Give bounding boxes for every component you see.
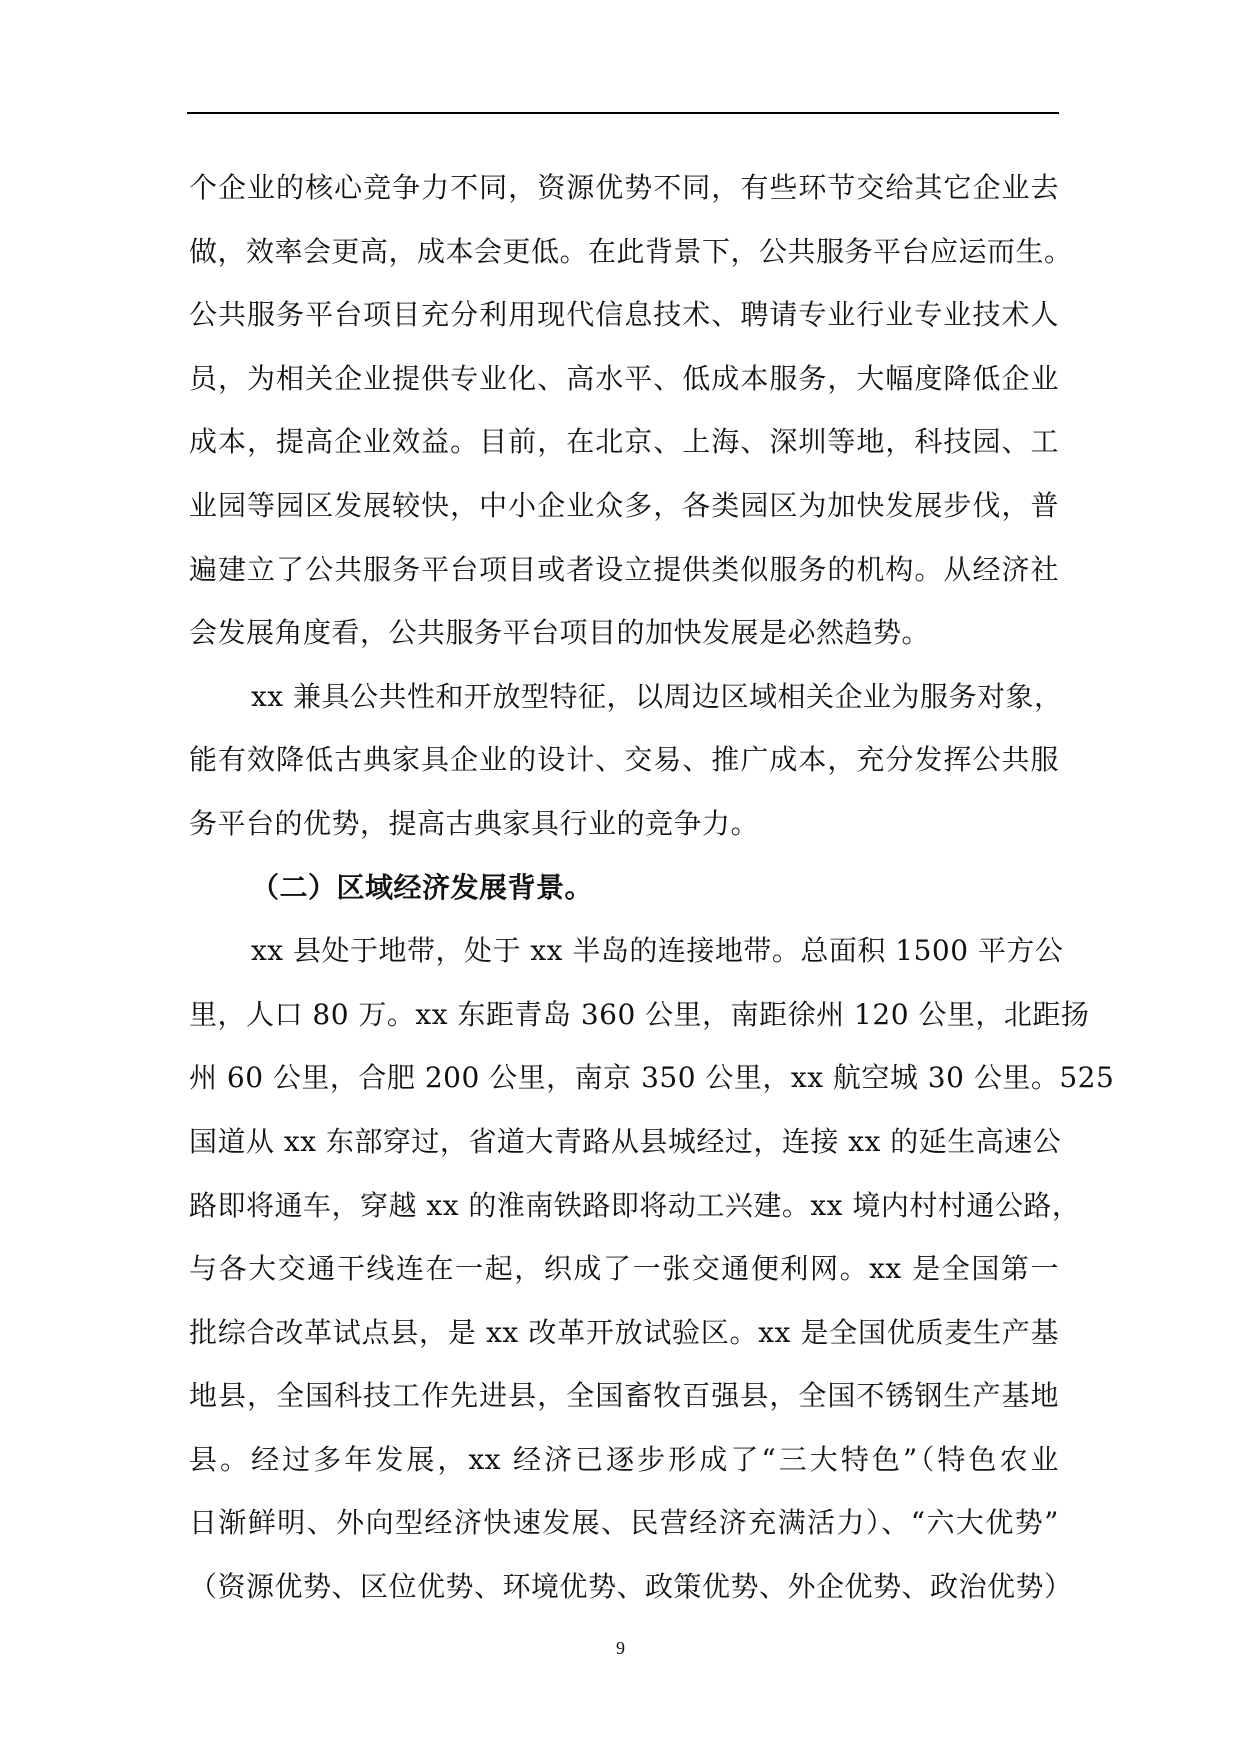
body-line: xx 县处于地带，处于 xx 半岛的连接地带。总面积 1500 平方公: [251, 934, 1064, 968]
body-line: 遍建立了公共服务平台项目或者设立提供类似服务的机构。从经济社: [189, 552, 1059, 586]
body-line: 业园等园区发展较快，中小企业众多，各类园区为加快发展步伐，普: [189, 488, 1059, 522]
body-line: 里，人口 80 万。xx 东距青岛 360 公里，南距徐州 120 公里，北距扬: [189, 997, 1090, 1031]
body-line: 做，效率会更高，成本会更低。在此背景下，公共服务平台应运而生。: [189, 234, 1073, 268]
header-rule: [187, 112, 1059, 114]
body-line: 成本，提高企业效益。目前，在北京、上海、深圳等地，科技园、工: [189, 425, 1059, 459]
body-line: 个企业的核心竞争力不同，资源优势不同，有些环节交给其它企业去: [189, 171, 1059, 204]
body-line: 路即将通车，穿越 xx 的淮南铁路即将动工兴建。xx 境内村村通公路，: [189, 1188, 1081, 1222]
body-line: 批综合改革试点县，是 xx 改革开放试验区。xx 是全国优质麦生产基: [189, 1315, 1059, 1349]
section-heading: （二）区域经济发展背景。: [251, 870, 594, 904]
document-body: [189, 156, 1115, 1619]
body-line: 州 60 公里，合肥 200 公里，南京 350 公里，xx 航空城 30 公里。525: [189, 1061, 1115, 1095]
body-line: 能有效降低古典家具企业的设计、交易、推广成本，充分发挥公共服: [189, 743, 1059, 777]
body-line: 日渐鲜明、外向型经济快速发展、民营经济充满活力）、“六大优势”: [189, 1506, 1059, 1540]
body-line: 与各大交通干线连在一起，织成了一张交通便利网。xx 是全国第一: [189, 1252, 1059, 1286]
body-line: 国道从 xx 东部穿过，省道大青路从县城经过，连接 xx 的延生高速公: [189, 1124, 1062, 1158]
page-number: 9: [616, 1638, 625, 1658]
body-line: 公共服务平台项目充分利用现代信息技术、聘请专业行业专业技术人: [189, 298, 1059, 332]
body-line: 县。经过多年发展，xx 经济已逐步形成了“三大特色”（特色农业: [189, 1442, 1059, 1476]
body-line: 务平台的优势，提高古典家具行业的竞争力。: [189, 806, 760, 840]
body-line: （资源优势、区位优势、环境优势、政策优势、外企优势、政治优势）: [189, 1570, 1073, 1604]
body-line: 会发展角度看，公共服务平台项目的加快发展是必然趋势。: [189, 616, 931, 650]
body-line: xx 兼具公共性和开放型特征，以周边区域相关企业为服务对象，: [251, 679, 1063, 713]
body-line: 员，为相关企业提供专业化、高水平、低成本服务，大幅度降低企业: [189, 361, 1059, 395]
body-line: 地县，全国科技工作先进县，全国畜牧百强县，全国不锈钢生产基地: [189, 1379, 1059, 1413]
